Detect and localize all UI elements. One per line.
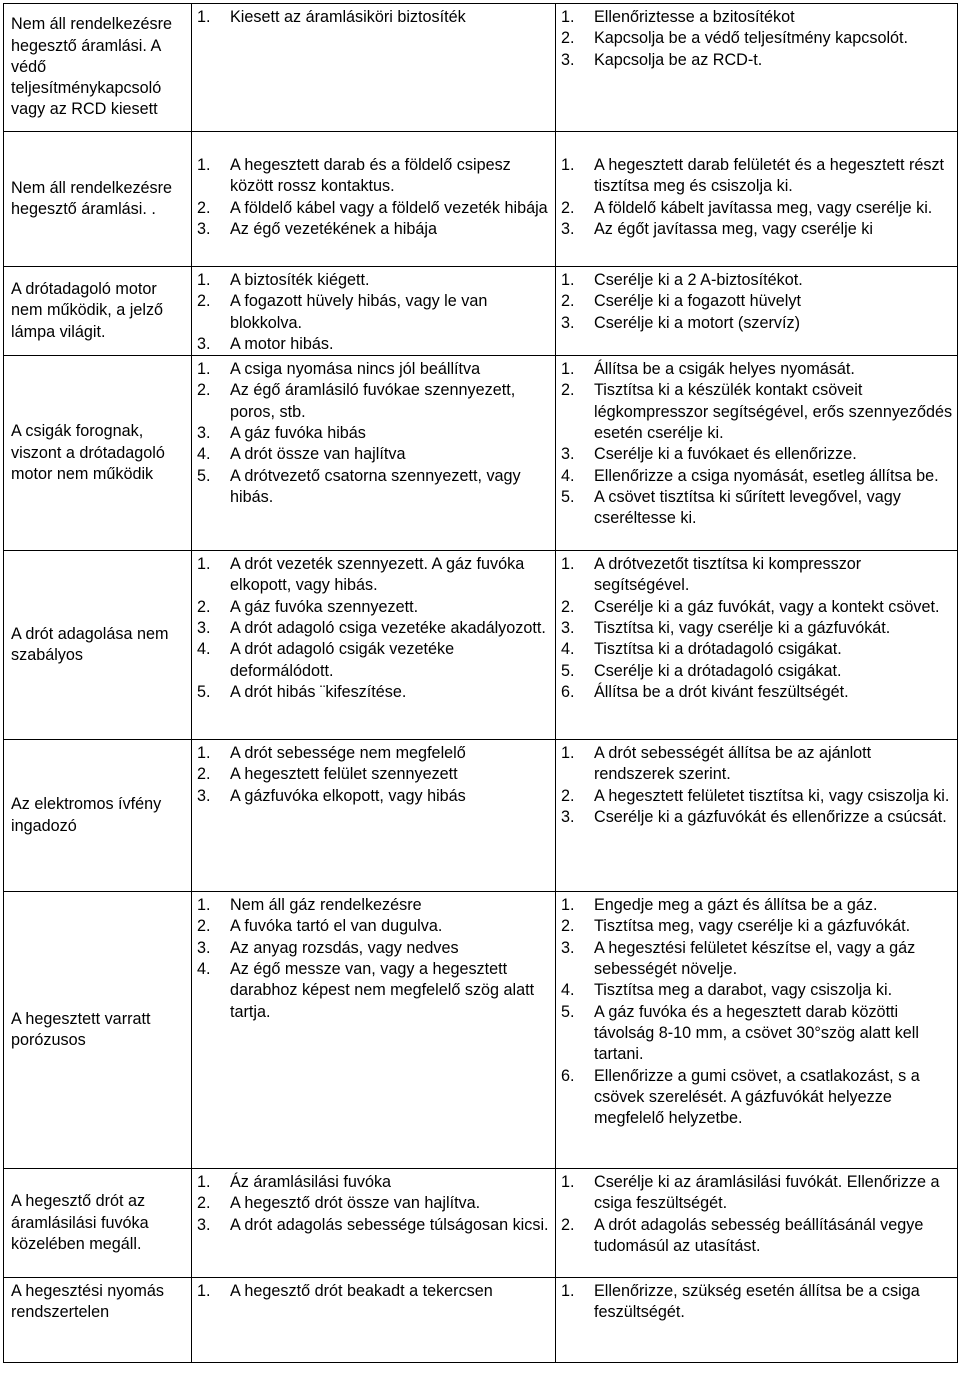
remedy-list bbox=[561, 895, 953, 1129]
list-item: 5. Cserélje ki a drótadagoló csigákat. bbox=[561, 661, 842, 680]
remedy-cell bbox=[556, 267, 958, 356]
list-item: 1. Engedje meg a gázt és állítsa be a gáz. bbox=[561, 896, 878, 915]
symptom-cell bbox=[4, 551, 192, 740]
symptom-cell bbox=[4, 356, 192, 551]
list-item: 3. Az anyag rozsdás, vagy nedves bbox=[197, 938, 459, 957]
remedy-cell bbox=[556, 4, 958, 132]
symptom-text: A hegesztési nyomás rendszertelen bbox=[11, 1282, 164, 1322]
list-item: 3. A gázfuvóka elkopott, vagy hibás bbox=[197, 786, 466, 805]
symptom-text: A drótadagoló motor nem működik, a jelző lámpa világit. bbox=[11, 280, 164, 341]
list-item: 1. A hegesztett darab és a földelő csipesz között rossz kontaktus. bbox=[197, 156, 511, 196]
list-item: 1. Cserélje ki az áramlásilási fuvókát. Ellenőrizze a csiga feszültségét. bbox=[561, 1173, 940, 1213]
symptom-cell bbox=[4, 740, 192, 892]
list-item: 4. A drót össze van hajlítva bbox=[197, 445, 406, 464]
cause-cell bbox=[192, 551, 556, 740]
list-item: 4. A drót adagoló csigák vezetéke deformálódott. bbox=[197, 640, 455, 680]
list-item: 5. A drót hibás ¨kifeszítése. bbox=[197, 682, 407, 701]
cause-cell bbox=[192, 1278, 556, 1363]
list-item: 1. A hegesztett darab felületét és a hegesztett részt tisztítsa meg és csiszolja ki. bbox=[561, 156, 945, 196]
list-item: 2. Tisztítsa ki a készülék kontakt csöveit légkompresszor segítségével, erős szennyeződés esetén cserélje ki. bbox=[561, 381, 953, 443]
list-item: 4. Ellenőrizze a csiga nyomását, esetleg állítsa be. bbox=[561, 466, 939, 485]
list-item: 4. Tisztítsa ki a drótadagoló csigákat. bbox=[561, 640, 842, 659]
symptom-text: A csigák forognak, viszont a drótadagoló motor nem működik bbox=[11, 422, 165, 483]
list-item: 2. A földelő kábelt javítassa meg, vagy cserélje ki. bbox=[561, 198, 933, 217]
cause-list bbox=[197, 554, 551, 703]
symptom-text: A hegesztett varratt porózusos bbox=[11, 1009, 151, 1050]
list-item: 1. A drót sebessége nem megfelelő bbox=[197, 744, 466, 763]
table-row bbox=[4, 132, 958, 267]
list-item: 1. A hegesztő drót beakadt a tekercsen bbox=[197, 1282, 493, 1301]
list-item: 6. Állítsa be a drót kivánt feszültségét. bbox=[561, 682, 849, 701]
list-item: 2. A hegesztett felület szennyezett bbox=[197, 765, 458, 784]
list-item: 3. Az égő vezetékének a hibája bbox=[197, 219, 437, 238]
cause-list bbox=[197, 155, 551, 240]
list-item: 2. Az égő áramlásiló fuvókae szennyezett, poros, stb. bbox=[197, 381, 516, 421]
remedy-cell bbox=[556, 1169, 958, 1278]
remedy-list bbox=[561, 1172, 953, 1257]
list-item: 3. A motor hibás. bbox=[197, 334, 334, 353]
list-item: 1. A biztosíték kiégett. bbox=[197, 271, 370, 289]
cause-cell bbox=[192, 1169, 556, 1278]
cause-cell bbox=[192, 132, 556, 267]
list-item: 1. Áz áramlásilási fuvóka bbox=[197, 1173, 392, 1192]
list-item: 1. A drót vezeték szennyezett. A gáz fuvóka elkopott, vagy hibás. bbox=[197, 555, 525, 595]
list-item: 5. A drótvezető csatorna szennyezett, vagy hibás. bbox=[197, 466, 521, 506]
table-row bbox=[4, 740, 958, 892]
cause-list bbox=[197, 743, 551, 807]
list-item: 3. A drót adagoló csiga vezetéke akadályozott. bbox=[197, 619, 546, 638]
list-item: 2. A drót adagolás sebesség beállításánál vegye tudomásúl az utasítást. bbox=[561, 1215, 924, 1256]
list-item: 2. Cserélje ki a gáz fuvókát, vagy a kontekt csövet. bbox=[561, 597, 940, 616]
list-item: 2. Tisztítsa meg, vagy cserélje ki a gázfuvókát. bbox=[561, 917, 911, 936]
list-item: 1. Ellenőriztesse a bzitosítékot bbox=[561, 8, 795, 26]
table-row bbox=[4, 1278, 958, 1363]
list-item: 5. A csövet tisztítsa ki sűrített levegővel, vagy cseréltesse ki. bbox=[561, 487, 901, 528]
remedy-list bbox=[561, 270, 953, 334]
symptom-text: Nem áll rendelkezésre hegesztő áramlási. A védő teljesítménykapcsoló vagy az RCD kiesett bbox=[11, 15, 173, 119]
list-item: 1. A drótvezetőt tisztítsa ki kompresszor segítségével. bbox=[561, 555, 862, 595]
cause-list bbox=[197, 1172, 551, 1236]
remedy-list bbox=[561, 7, 953, 71]
table-row bbox=[4, 551, 958, 740]
list-item: 2. A gáz fuvóka szennyezett. bbox=[197, 597, 419, 616]
list-item: 1. A csiga nyomása nincs jól beállítva bbox=[197, 360, 481, 379]
list-item: 1. Állítsa be a csigák helyes nyomását. bbox=[561, 360, 855, 379]
list-item: 3. Tisztítsa ki, vagy cserélje ki a gázfuvókát. bbox=[561, 619, 891, 638]
remedy-cell bbox=[556, 1278, 958, 1363]
list-item: 2. A hegesztő drót össze van hajlítva. bbox=[197, 1194, 481, 1213]
list-item: 4. Az égő messze van, vagy a hegesztett darabhoz képest nem megfelelő szög alatt tartja. bbox=[197, 960, 535, 1021]
list-item: 3. Cserélje ki a gázfuvókát és ellenőrizze a csúcsát. bbox=[561, 808, 947, 827]
list-item: 2. A hegesztett felületet tisztítsa ki, vagy csiszolja ki. bbox=[561, 786, 950, 805]
symptom-text: Nem áll rendelkezésre hegesztő áramlási. . bbox=[11, 178, 173, 218]
list-item: 1. Kiesett az áramlásiköri biztosíték bbox=[197, 8, 466, 26]
symptom-cell bbox=[4, 1278, 192, 1363]
symptom-text: A hegesztő drót az áramlásilási fuvóka közelében megáll. bbox=[11, 1192, 149, 1253]
list-item: 2. Cserélje ki a fogazott hüvelyt bbox=[561, 292, 801, 311]
cause-cell bbox=[192, 740, 556, 892]
symptom-text: A drót adagolása nem szabályos bbox=[11, 624, 169, 665]
list-item: 1. Nem áll gáz rendelkezésre bbox=[197, 896, 422, 915]
list-item: 5. A gáz fuvóka és a hegesztett darab közötti távolság 8-10 mm, a csövet 30°szög alatt kell tartani. bbox=[561, 1002, 919, 1064]
remedy-cell bbox=[556, 356, 958, 551]
symptom-cell bbox=[4, 1169, 192, 1278]
list-item: 3. A gáz fuvóka hibás bbox=[197, 424, 366, 443]
symptom-cell bbox=[4, 267, 192, 356]
cause-list bbox=[197, 895, 551, 1023]
symptom-cell bbox=[4, 4, 192, 132]
list-item: 3. A hegesztési felületet készítse el, vagy a gáz sebességét növelje. bbox=[561, 938, 916, 979]
list-item: 1. A drót sebességét állítsa be az ajánlott rendszerek szerint. bbox=[561, 744, 872, 784]
remedy-list bbox=[561, 554, 953, 703]
remedy-cell bbox=[556, 551, 958, 740]
symptom-text: Az elektromos ívfény ingadozó bbox=[11, 795, 162, 835]
remedy-list bbox=[561, 1281, 953, 1324]
list-item: 3. Cserélje ki a motort (szervíz) bbox=[561, 313, 800, 332]
list-item: 2. Kapcsolja be a védő teljesítmény kapcsolót. bbox=[561, 29, 909, 48]
cause-list bbox=[197, 1281, 551, 1302]
table-row bbox=[4, 267, 958, 356]
symptom-cell bbox=[4, 132, 192, 267]
list-item: 3. Kapcsolja be az RCD-t. bbox=[561, 50, 763, 69]
table-row bbox=[4, 4, 958, 132]
list-item: 3. A drót adagolás sebessége túlságosan kicsi. bbox=[197, 1215, 549, 1234]
remedy-list bbox=[561, 155, 953, 240]
table-row bbox=[4, 892, 958, 1169]
list-item: 3. Az égőt javítassa meg, vagy cserélje ki bbox=[561, 219, 873, 238]
list-item: 3. Cserélje ki a fuvókaet és ellenőrizze. bbox=[561, 445, 857, 464]
remedy-cell bbox=[556, 892, 958, 1169]
symptom-cell bbox=[4, 892, 192, 1169]
remedy-cell bbox=[556, 132, 958, 267]
list-item: 1. Cserélje ki a 2 A-biztosítékot. bbox=[561, 271, 803, 289]
table-row bbox=[4, 356, 958, 551]
troubleshooting-table bbox=[3, 3, 958, 1363]
list-item: 4. Tisztítsa meg a darabot, vagy csiszolja ki. bbox=[561, 981, 893, 1000]
list-item: 2. A fogazott hüvely hibás, vagy le van blokkolva. bbox=[197, 292, 488, 332]
remedy-cell bbox=[556, 740, 958, 892]
cause-list bbox=[197, 359, 551, 508]
list-item: 2. A fuvóka tartó el van dugulva. bbox=[197, 917, 443, 936]
cause-cell bbox=[192, 892, 556, 1169]
cause-cell bbox=[192, 267, 556, 356]
list-item: 6. Ellenőrizze a gumi csövet, a csatlakozást, s a csövek szerelését. A gázfuvókát helyezze megfelelő helyzetbe. bbox=[561, 1066, 920, 1128]
list-item: 2. A földelő kábel vagy a földelő vezeték hibája bbox=[197, 198, 548, 217]
remedy-list bbox=[561, 743, 953, 828]
table-row bbox=[4, 1169, 958, 1278]
cause-cell bbox=[192, 4, 556, 132]
remedy-list bbox=[561, 359, 953, 529]
list-item: 1. Ellenőrizze, szükség esetén állítsa be a csiga feszültségét. bbox=[561, 1282, 920, 1322]
cause-list bbox=[197, 7, 551, 28]
cause-cell bbox=[192, 356, 556, 551]
cause-list bbox=[197, 270, 551, 355]
